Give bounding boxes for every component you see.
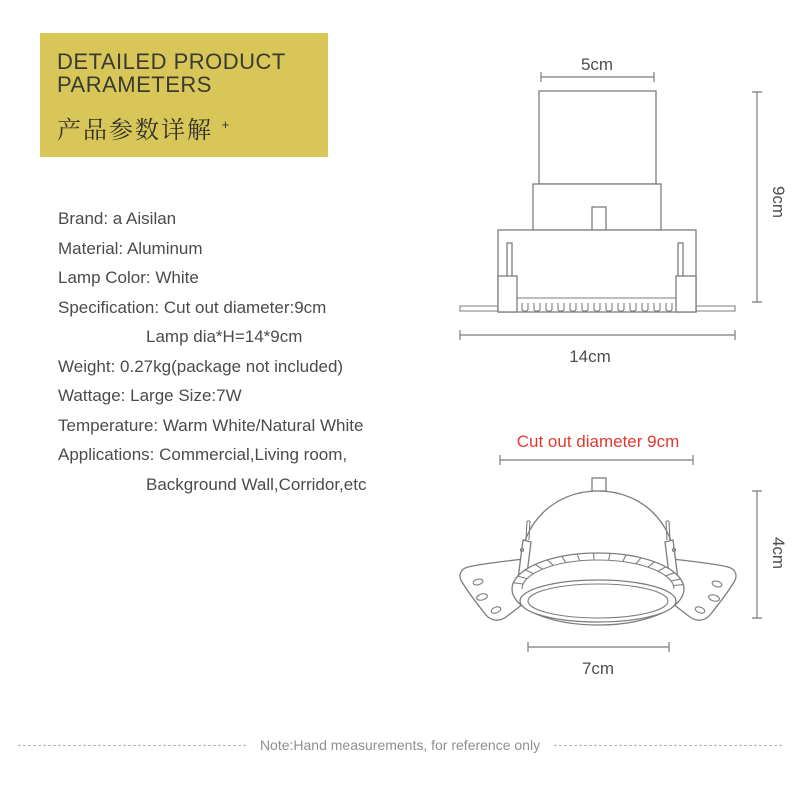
spring-pin-left xyxy=(507,243,512,277)
spec-line-lamp-color: Lamp Color: White xyxy=(58,268,199,287)
dim-right-line xyxy=(752,92,762,302)
spec-line-lamp-dia: Lamp dia*H=14*9cm xyxy=(146,327,303,346)
header-box xyxy=(40,33,328,157)
spring-pin-right xyxy=(678,243,683,277)
cutout-diameter-label: Cut out diameter 9cm xyxy=(516,432,680,451)
spec-line-applications-2: Background Wall,Corridor,etc xyxy=(146,474,367,494)
footer-dash-left xyxy=(18,745,246,746)
top-tab xyxy=(592,478,606,491)
dim-bottom-line xyxy=(460,330,735,340)
dim-bottom-label: 14cm xyxy=(569,347,611,366)
front-view-drawing xyxy=(460,91,735,312)
flange-wing-left xyxy=(460,306,498,311)
spring-clip-right xyxy=(676,276,696,312)
spec-line-specification: Specification: Cut out diameter:9cm xyxy=(58,297,327,317)
spec-line-temperature: Temperature: Warm White/Natural White xyxy=(58,415,364,435)
spec-line-wattage: Wattage: Large Size:7W xyxy=(58,386,242,405)
page-subtitle-plus: + xyxy=(221,117,230,132)
page-title-line2: PARAMETERS xyxy=(57,72,212,97)
footer-note-text: Note:Hand measurements, for reference only xyxy=(259,737,541,753)
page-subtitle-zh-text: 产品参数详解 xyxy=(57,117,213,144)
front-view-diagram xyxy=(440,40,800,380)
dim-right-line-3d xyxy=(752,491,762,618)
flange-wing-right xyxy=(696,306,735,311)
dim-bottom-label-3d: 7cm xyxy=(581,659,615,678)
page-title xyxy=(57,50,328,96)
page-title-line1: DETAILED PRODUCT xyxy=(57,49,286,74)
dim-bottom-line-3d xyxy=(528,642,669,652)
cutout-dim-line xyxy=(500,455,693,465)
center-tab xyxy=(592,207,606,230)
page-subtitle-zh xyxy=(57,110,328,145)
perspective-diagram xyxy=(440,420,800,690)
perspective-drawing xyxy=(460,478,736,625)
dim-top-label: 5cm xyxy=(580,55,614,74)
spec-line-brand: Brand: a Aisilan xyxy=(58,209,177,228)
lens-rim xyxy=(520,580,676,622)
dim-right-label-3d: 4cm xyxy=(769,536,788,570)
footer-dash-right xyxy=(554,745,782,746)
spec-line-material: Material: Aluminum xyxy=(58,238,203,258)
spec-list xyxy=(58,204,428,499)
dim-right-label: 9cm xyxy=(769,185,788,219)
footer-note xyxy=(18,737,782,753)
spec-line-weight: Weight: 0.27kg(package not included) xyxy=(58,356,344,376)
driver-box xyxy=(539,91,656,184)
spring-clip-left xyxy=(498,276,517,312)
main-body xyxy=(498,230,696,312)
spec-line-applications: Applications: Commercial,Living room, xyxy=(58,445,348,464)
